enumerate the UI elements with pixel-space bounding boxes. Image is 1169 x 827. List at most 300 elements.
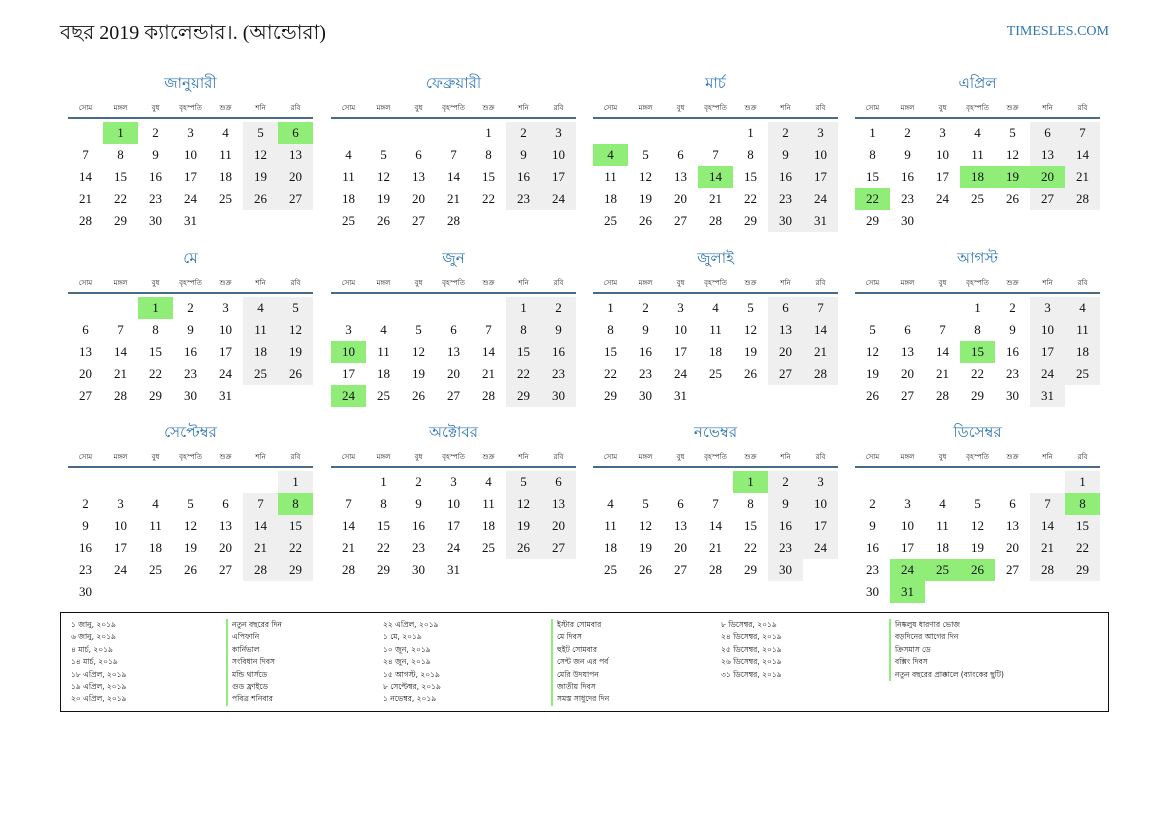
day-cell: 10 [803,493,838,515]
weekday-label: রবি [1077,453,1088,461]
day-cell: 12 [506,493,541,515]
weekday-label: বুধ [151,279,160,287]
day-cell: 21 [936,366,949,381]
day-cell: 17 [803,166,838,188]
holiday-date: ১ জানু, ২০১৯ [71,620,116,629]
holiday-day: 26 [960,559,995,581]
day-cell: 12 [1006,147,1019,162]
empty-cell [103,471,138,493]
day-cell: 23 [149,191,162,206]
holiday-name: পবিত্র শনিবার [226,693,282,705]
day-cell: 13 [541,493,576,515]
holiday-day: 24 [890,559,925,581]
holiday-date-column [383,619,441,706]
day-cell: 25 [342,213,355,228]
day-cell: 8 [747,496,754,511]
day-cell: 20 [278,166,313,188]
day-cell: 25 [604,213,617,228]
holiday-name: হুইট সোমবার [551,644,609,656]
day-cell: 21 [482,366,495,381]
day-cell: 27 [1006,562,1019,577]
day-cell: 28 [342,562,355,577]
day-cell: 1 [278,471,313,493]
day-cell: 11 [971,147,984,162]
weekday-header [331,448,576,468]
day-cell: 17 [1030,341,1065,363]
day-cell: 20 [674,540,687,555]
day-cell: 24 [936,191,949,206]
day-cell: 16 [639,344,652,359]
weekday-header [855,99,1100,119]
day-cell: 25 [604,562,617,577]
day-cell: 18 [149,540,162,555]
weekday-label: শনি [518,104,529,112]
day-cell: 4 [222,125,229,140]
day-cell: 4 [380,322,387,337]
weekday-label: সোম [78,104,93,112]
day-cell: 26 [639,562,652,577]
day-cell: 25 [149,562,162,577]
day-cell: 15 [482,169,495,184]
day-cell: 1 [869,125,876,140]
day-cell: 21 [803,341,838,363]
day-cell: 31 [674,388,687,403]
holiday-name: নতুন বছরের দিন [226,619,282,631]
day-cell: 2 [768,122,803,144]
day-cell: 14 [243,515,278,537]
day-cell: 30 [1006,388,1019,403]
day-cell: 2 [82,496,89,511]
day-cell: 3 [222,300,229,315]
empty-cell [855,471,890,493]
month-block [68,73,313,232]
day-cell: 15 [604,344,617,359]
holiday-day: 18 [960,166,995,188]
holiday-date: ২০ এপ্রিল, ২০১৯ [71,694,127,704]
holiday-name: কার্নিভাল [226,644,282,656]
day-cell: 3 [187,125,194,140]
day-cell: 13 [219,518,232,533]
day-cell: 3 [541,122,576,144]
day-cell: 17 [447,518,460,533]
weekday-label: সোম [341,279,356,287]
day-cell: 11 [342,169,355,184]
day-cell: 29 [744,562,757,577]
holiday-day: 8 [1065,493,1100,515]
empty-cell [960,471,995,493]
day-cell: 31 [184,213,197,228]
month-block [331,248,576,407]
day-cell: 4 [607,496,614,511]
holiday-date: ১০ জুন, ২০১৯ [383,644,431,654]
day-cell: 5 [380,147,387,162]
day-grid [331,471,576,581]
day-cell: 12 [184,518,197,533]
day-cell: 12 [971,518,984,533]
day-cell: 22 [744,540,757,555]
day-cell: 1 [1065,471,1100,493]
weekday-label: বৃহস্পতি [442,453,465,461]
holiday-date: ৬ জানু, ২০১৯ [71,632,116,642]
holiday-date: ১ নভেম্বর, ২০১৯ [383,694,437,704]
holiday-date: ২৬ ডিসেম্বর, ২০১৯ [721,657,782,667]
month-name: জানুয়ারী [164,76,217,92]
weekday-label: বৃহস্পতি [442,104,465,112]
day-cell: 23 [768,537,803,559]
day-cell: 6 [541,471,576,493]
weekday-label: মঙ্গল [638,279,653,287]
day-cell: 6 [450,322,457,337]
weekday-label: সোম [603,279,618,287]
empty-cell [471,297,506,319]
day-cell: 9 [1009,322,1016,337]
holiday-date-column [721,619,782,681]
weekday-label: বৃহস্পতি [179,453,202,461]
weekday-label: রবি [553,104,564,112]
day-cell: 8 [747,147,754,162]
holiday-name: গুড ফ্রাইডে [226,681,282,693]
weekday-label: মঙ্গল [376,279,391,287]
empty-cell [663,122,698,144]
day-cell: 12 [639,169,652,184]
day-cell: 2 [541,297,576,319]
weekday-label: সোম [603,453,618,461]
day-cell: 16 [768,515,803,537]
day-cell: 16 [901,169,914,184]
weekday-header [68,99,313,119]
day-cell: 30 [79,584,92,599]
day-cell: 21 [243,537,278,559]
weekday-label: মঙ্গল [900,104,915,112]
day-cell: 13 [674,169,687,184]
day-grid [855,122,1100,232]
day-cell: 26 [639,213,652,228]
empty-cell [138,471,173,493]
month-name: ফেব্রুয়ারী [425,76,482,92]
empty-cell [331,471,366,493]
day-cell: 15 [149,344,162,359]
weekday-label: বুধ [938,279,947,287]
empty-cell [68,122,103,144]
day-cell: 21 [342,540,355,555]
day-cell: 7 [450,147,457,162]
day-cell: 8 [485,147,492,162]
weekday-label: বুধ [676,453,685,461]
day-cell: 26 [744,366,757,381]
day-cell: 26 [278,363,313,385]
day-cell: 22 [1065,537,1100,559]
holiday-name: নিষ্কলুষ ধারণার ভোজ [889,619,1004,631]
holiday-name: বক্সিং দিবস [889,656,1004,668]
day-cell: 6 [677,496,684,511]
day-cell: 10 [219,322,232,337]
day-cell: 26 [412,388,425,403]
empty-cell [663,471,698,493]
day-cell: 23 [1006,366,1019,381]
day-cell: 14 [936,344,949,359]
day-cell: 1 [506,297,541,319]
weekday-header [855,448,1100,468]
day-cell: 18 [342,191,355,206]
day-cell: 17 [901,540,914,555]
day-cell: 23 [412,540,425,555]
holiday-day: 14 [698,166,733,188]
day-cell: 18 [219,169,232,184]
day-cell: 31 [803,210,838,232]
day-cell: 10 [447,496,460,511]
day-cell: 14 [1065,144,1100,166]
day-cell: 2 [904,125,911,140]
empty-cell [331,297,366,319]
day-cell: 29 [377,562,390,577]
day-cell: 10 [541,144,576,166]
day-cell: 3 [450,474,457,489]
day-cell: 5 [642,147,649,162]
day-cell: 15 [744,518,757,533]
holiday-day: 31 [890,581,925,603]
holiday-name: এপিফানি [226,631,282,643]
day-cell: 29 [971,388,984,403]
day-cell: 22 [506,363,541,385]
day-cell: 25 [219,191,232,206]
day-cell: 4 [243,297,278,319]
weekday-label: শুক্র [482,453,495,461]
empty-cell [1030,471,1065,493]
weekday-label: বুধ [414,279,423,287]
day-cell: 21 [709,191,722,206]
weekday-label: মঙ্গল [638,453,653,461]
day-cell: 19 [744,344,757,359]
holiday-name: জাতীয় দিবস [551,681,609,693]
day-cell: 19 [278,341,313,363]
day-cell: 6 [768,297,803,319]
weekday-label: রবি [290,104,301,112]
month-name: অক্টোবর [428,425,479,441]
day-cell: 12 [377,169,390,184]
day-cell: 22 [971,366,984,381]
month-block [593,422,838,581]
month-name: জুন [442,251,465,267]
day-cell: 16 [184,344,197,359]
day-cell: 19 [639,540,652,555]
holiday-day: 1 [103,122,138,144]
weekday-header [855,274,1100,294]
day-cell: 26 [184,562,197,577]
holiday-day: 15 [960,341,995,363]
weekday-label: রবি [815,104,826,112]
day-grid [593,297,838,407]
empty-cell [401,297,436,319]
day-cell: 10 [184,147,197,162]
holiday-name: সংবিধান দিবস [226,656,282,668]
day-cell: 6 [222,496,229,511]
holiday-date: ২৪ ডিসেম্বর, ২০১৯ [721,632,782,642]
day-cell: 30 [412,562,425,577]
day-cell: 5 [642,496,649,511]
day-cell: 28 [79,213,92,228]
weekday-label: শুক্র [482,104,495,112]
day-cell: 26 [377,213,390,228]
day-cell: 17 [184,169,197,184]
day-cell: 2 [152,125,159,140]
day-cell: 18 [482,518,495,533]
weekday-label: শুক্র [1006,104,1019,112]
empty-cell [208,471,243,493]
weekday-label: শনি [255,279,266,287]
day-grid [68,297,313,407]
weekday-label: শনি [780,453,791,461]
day-cell: 13 [447,344,460,359]
empty-cell [925,297,960,319]
day-cell: 7 [803,297,838,319]
day-cell: 16 [79,540,92,555]
day-cell: 29 [506,385,541,407]
day-cell: 29 [1065,559,1100,581]
weekday-label: বৃহস্পতি [966,453,989,461]
day-cell: 11 [604,518,617,533]
day-cell: 24 [1030,363,1065,385]
day-cell: 7 [939,322,946,337]
day-cell: 27 [1030,188,1065,210]
day-cell: 27 [674,213,687,228]
weekday-label: শুক্র [219,279,232,287]
day-cell: 2 [869,496,876,511]
weekday-header [593,448,838,468]
weekday-label: বুধ [938,104,947,112]
weekday-label: রবি [815,453,826,461]
day-cell: 8 [117,147,124,162]
weekday-label: রবি [553,279,564,287]
day-cell: 3 [939,125,946,140]
day-cell: 13 [1030,144,1065,166]
weekday-label: মঙ্গল [900,453,915,461]
month-name: আগস্ট [957,251,998,267]
day-cell: 28 [1030,559,1065,581]
month-block [68,248,313,407]
day-cell: 21 [709,540,722,555]
weekday-label: বৃহস্পতি [179,279,202,287]
day-cell: 3 [345,322,352,337]
weekday-label: বৃহস্পতি [704,104,727,112]
day-cell: 5 [869,322,876,337]
day-cell: 28 [114,388,127,403]
day-cell: 21 [114,366,127,381]
weekday-header [331,99,576,119]
weekday-label: সোম [865,279,880,287]
day-cell: 21 [79,191,92,206]
day-cell: 17 [674,344,687,359]
holiday-name-column [889,619,1004,681]
day-cell: 24 [803,188,838,210]
day-cell: 29 [604,388,617,403]
day-cell: 7 [1030,493,1065,515]
weekday-label: বুধ [938,453,947,461]
day-cell: 30 [768,559,803,581]
day-cell: 30 [541,385,576,407]
empty-cell [436,122,471,144]
day-cell: 4 [152,496,159,511]
day-cell: 23 [639,366,652,381]
empty-cell [103,297,138,319]
day-grid [855,297,1100,407]
day-cell: 15 [506,341,541,363]
day-cell: 28 [482,388,495,403]
day-cell: 1 [974,300,981,315]
day-cell: 29 [114,213,127,228]
day-cell: 9 [187,322,194,337]
day-cell: 27 [447,388,460,403]
day-cell: 23 [506,188,541,210]
day-cell: 24 [674,366,687,381]
weekday-label: সোম [341,104,356,112]
month-block [593,73,838,232]
day-cell: 1 [607,300,614,315]
day-cell: 9 [869,518,876,533]
day-cell: 28 [709,213,722,228]
holiday-day: 1 [733,471,768,493]
day-cell: 16 [541,341,576,363]
day-cell: 4 [345,147,352,162]
day-cell: 6 [82,322,89,337]
day-cell: 27 [541,537,576,559]
holiday-name: মন্ডি থার্সডে [226,669,282,681]
site-link[interactable]: TIMESLES.COM [1006,24,1109,39]
day-cell: 5 [1009,125,1016,140]
weekday-label: শুক্র [219,104,232,112]
empty-cell [401,122,436,144]
day-cell: 24 [114,562,127,577]
weekday-label: শনি [518,453,529,461]
day-cell: 17 [803,515,838,537]
empty-cell [890,297,925,319]
day-cell: 22 [114,191,127,206]
weekday-label: রবি [290,453,301,461]
weekday-label: সোম [341,453,356,461]
day-cell: 20 [541,515,576,537]
weekday-label: বুধ [414,104,423,112]
day-cell: 13 [79,344,92,359]
day-cell: 27 [278,188,313,210]
weekday-label: মঙ্গল [638,104,653,112]
day-cell: 2 [642,300,649,315]
holiday-day: 19 [995,166,1030,188]
day-cell: 19 [377,191,390,206]
weekday-label: রবি [1077,104,1088,112]
day-cell: 11 [482,496,495,511]
empty-cell [925,471,960,493]
weekday-label: শুক্র [482,279,495,287]
day-cell: 25 [377,388,390,403]
day-cell: 9 [82,518,89,533]
day-cell: 25 [482,540,495,555]
day-cell: 11 [936,518,949,533]
weekday-header [331,274,576,294]
day-cell: 31 [447,562,460,577]
day-cell: 25 [971,191,984,206]
day-cell: 18 [709,344,722,359]
holiday-name: নতুন বছরের প্রাক্কালে (ব্যাংকের ছুটি) [889,669,1004,681]
holiday-name-column [226,619,282,706]
day-cell: 10 [674,322,687,337]
day-cell: 27 [79,388,92,403]
day-cell: 6 [415,147,422,162]
holiday-date: ২২ এপ্রিল, ২০১৯ [383,620,439,629]
day-cell: 7 [243,493,278,515]
weekday-label: বুধ [414,453,423,461]
day-cell: 5 [974,496,981,511]
day-cell: 2 [415,474,422,489]
holiday-day: 10 [331,341,366,363]
